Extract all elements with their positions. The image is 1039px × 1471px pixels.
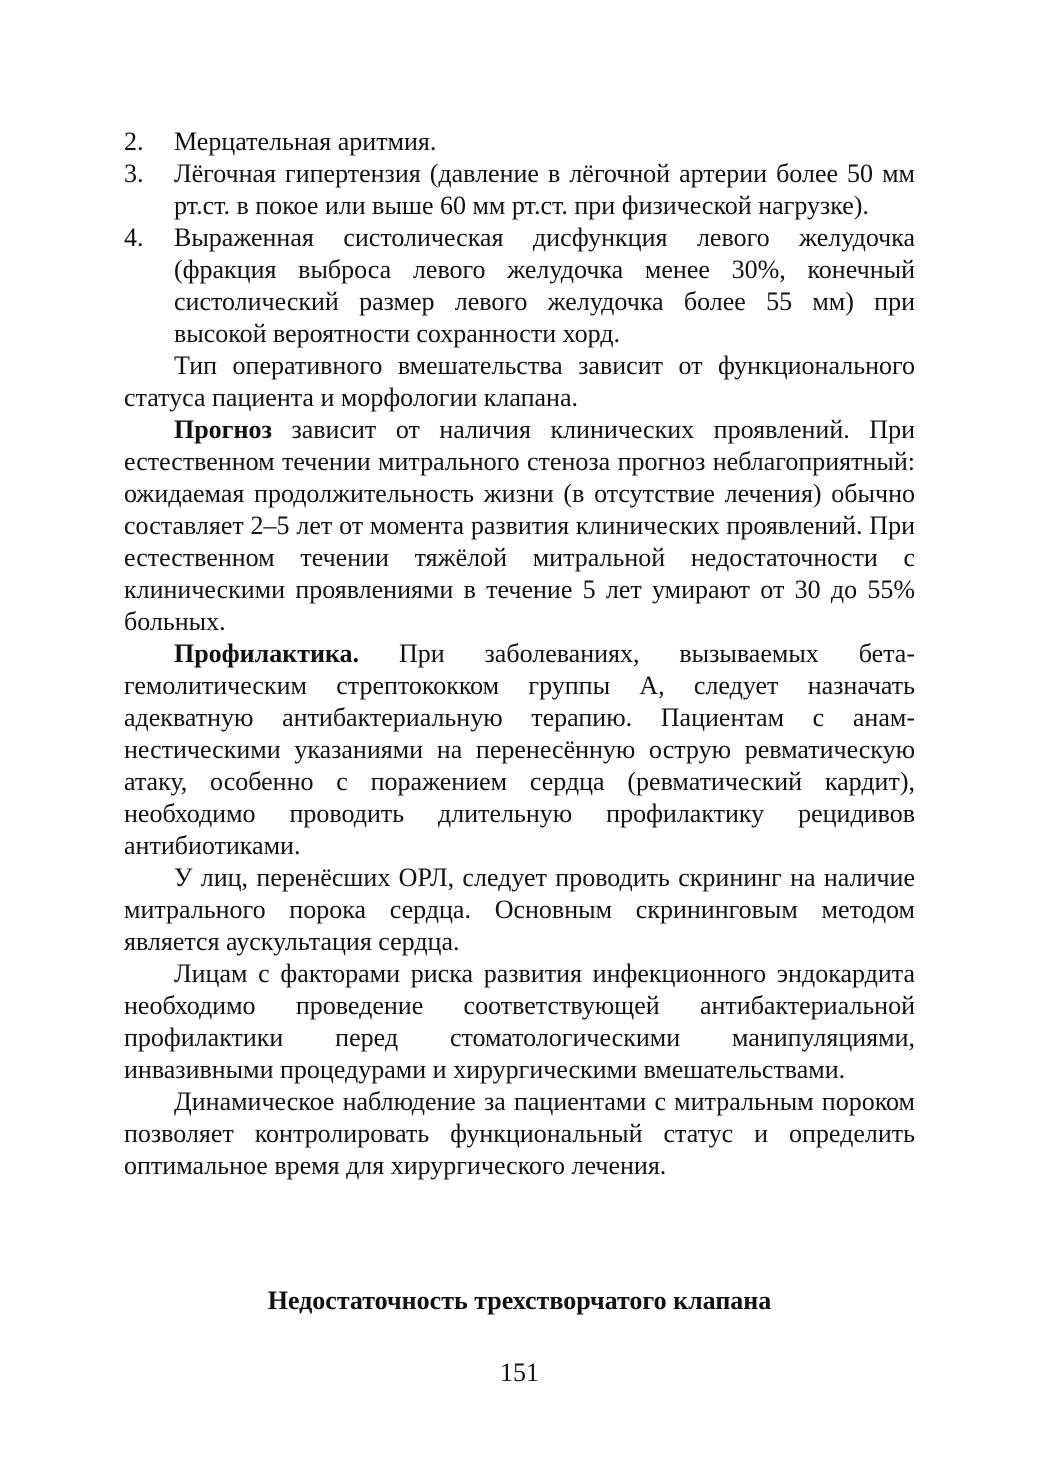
list-item-number: 3. (124, 159, 144, 188)
prognosis-text: зависит от наличия клинических проявлений. При естественном течении митрального стеноза прогноз неблагоприятный: ожидаемая продолжительность жизни (в отсутствие лечения) обычно составляет 2–5 лет от момента развития клинических проявлений. При естественном течении тяжёлой митральной недостаточности с клиническими проявлениями в течение 5 лет умирают от 30 до 55% больных. (124, 415, 915, 636)
section-title: Недостаточность трехстворчатого клапана (267, 1286, 772, 1315)
paragraph-surgery-type: Тип оперативного вмешательства зависит от функционального статуса пациента и морфологии клапана. (124, 351, 915, 412)
list-item-text: Лёгочная гипертензия (давление в лёгочной артерии более 50 мм рт.ст. в покое или выше 60 мм рт.ст. при физической нагрузке). (174, 159, 915, 220)
prevention-heading: Профилактика. (174, 639, 360, 668)
list-item-number: 4. (124, 223, 144, 252)
page-body (124, 126, 915, 1182)
paragraph-prognosis (124, 414, 915, 638)
paragraph-follow-up: Динамическое наблюдение за пациентами с митральным пороком позволяет контролировать функциональный статус и определить оптимальное время для хирургического лечения. (124, 1087, 915, 1180)
page-number: 151 (500, 1358, 539, 1387)
paragraph-prevention (124, 638, 915, 862)
list-item (124, 158, 915, 222)
list-item-text: Мерцательная аритмия. (174, 127, 437, 156)
paragraph-endocarditis-prophylaxis: Лицам с факторами риска развития инфекционного эндокардита необходимо проведение соответствующей антибактериальной профилактики перед стоматологическими манипуляциями, инвазивными процедурами и хирургическими вмешательствами. (124, 959, 915, 1084)
paragraph-screening: У лиц, перенёсших ОРЛ, следует проводить скрининг на наличие митрального порока сердца. Основным скрининговым методом является аускультация сердца. (124, 863, 915, 956)
list-item-text: Выраженная систолическая дисфункция левого желудочка (фракция выброса левого желудочка менее 30%, конечный систолический размер левого желудочка более 55 мм) при высокой вероятности сохранности хорд. (174, 223, 915, 348)
list-item-number: 2. (124, 127, 144, 156)
prevention-text: При заболеваниях, вызываемых бета-гемолитическим стрептококком группы А, следует назначать адекватную антибактериальную терапию. Пациентам с анамнестическими указаниями на перенесённую острую ревматическую атаку, особенно с поражением сердца (ревматический кардит), необходимо проводить длительную профилактику рецидивов антибиотиками. (124, 639, 915, 860)
prognosis-heading: Прогноз (174, 415, 272, 444)
list-item (124, 222, 915, 350)
list-item (124, 126, 915, 158)
